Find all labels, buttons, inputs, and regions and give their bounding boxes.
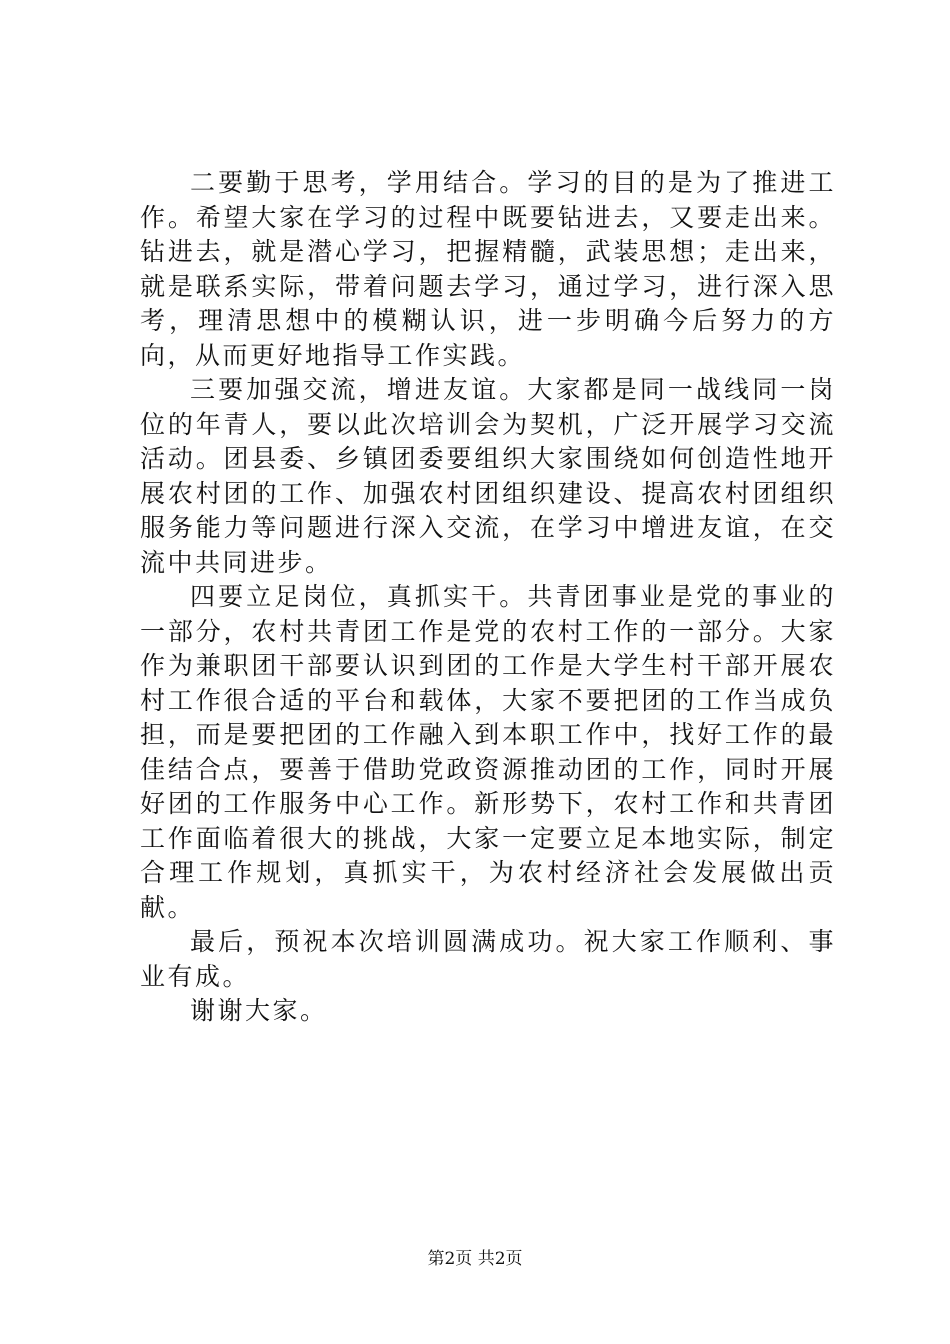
document-body	[140, 166, 836, 1029]
paragraph-5: 谢谢大家。	[190, 996, 328, 1025]
paragraph-3: 四要立足岗位，真抓实干。共青团事业是党的事业的一部分，农村共青团工作是党的农村工作的一部分。大家作为兼职团干部要认识到团的工作是大学生村干部开展农村工作很合适的平台和载体，大家不要把团的工作当成负担，而是要把团的工作融入到本职工作中，找好工作的最佳结合点，要善于借助党政资源推动团的工作，同时开展好团的工作服务中心工作。新形势下，农村工作和共青团工作面临着很大的挑战，大家一定要立足本地实际，制定合理工作规划，真抓实干，为农村经济社会发展做出贡献。	[140, 582, 836, 922]
paragraph-2: 三要加强交流，增进友谊。大家都是同一战线同一岗位的年青人，要以此次培训会为契机，广泛开展学习交流活动。团县委、乡镇团委要组织大家围绕如何创造性地开展农村团的工作、加强农村团组织建设、提高农村团组织服务能力等问题进行深入交流，在学习中增进友谊，在交流中共同进步。	[140, 375, 836, 577]
page-number-footer: 第2页 共2页	[427, 1249, 523, 1269]
paragraph-4: 最后，预祝本次培训圆满成功。祝大家工作顺利、事业有成。	[140, 927, 836, 991]
paragraph-1: 二要勤于思考，学用结合。学习的目的是为了推进工作。希望大家在学习的过程中既要钻进去，又要走出来。钻进去，就是潜心学习，把握精髓，武装思想；走出来，就是联系实际，带着问题去学习，通过学习，进行深入思考，理清思想中的模糊认识，进一步明确今后努力的方向，从而更好地指导工作实践。	[140, 168, 836, 370]
